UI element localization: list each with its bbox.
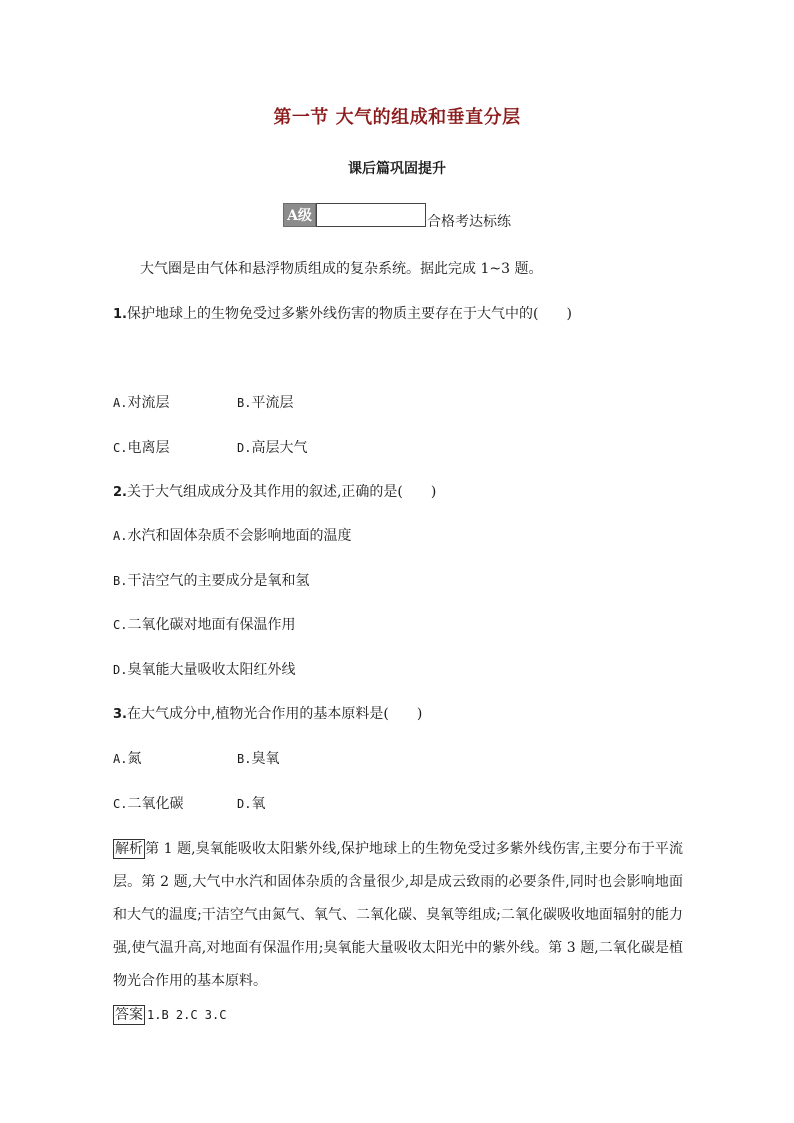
option-letter: D. [113, 663, 128, 677]
option-text: 臭氧能大量吸收太阳红外线 [127, 662, 296, 678]
option-text: 氧 [251, 796, 266, 812]
option-text: 臭氧 [251, 751, 280, 767]
level-header [283, 201, 511, 230]
option-text: 二氧化碳对地面有保温作用 [127, 617, 296, 633]
option-letter: D. [237, 797, 252, 811]
option-3b [237, 748, 279, 768]
option-text: 平流层 [251, 395, 294, 411]
answer-value: 1.B 2.C 3.C [147, 1008, 227, 1022]
analysis-tag: 解析 [115, 841, 143, 857]
option-letter: B. [237, 396, 252, 410]
option-text: 对流层 [127, 395, 170, 411]
option-3c [113, 793, 183, 813]
option-text: 氮 [127, 751, 142, 767]
analysis-text: 第 1 题,臭氧能吸收太阳紫外线,保护地球上的生物免受过多紫外线伤害,主要分布于平流层。第 2 题,大气中水汽和固体杂质的含量很少,却是成云致雨的必要条件,同时也会影响地面和大气的温度;干洁空气由氮气、氧气、二氧化碳、臭氧等组成;二氧化碳吸收地面辐射的能力强,使气温升高,对地面有保温作用;臭氧能大量吸收太阳光中的紫外线。第 3 题,二氧化碳是植物光合作用的基本原料。 [113, 841, 683, 989]
option-letter: C. [113, 441, 128, 455]
option-1a [113, 392, 169, 412]
option-2c [113, 614, 295, 634]
level-label: 合格考达标练 [427, 214, 511, 230]
question-1 [113, 303, 572, 323]
option-letter: A. [113, 529, 128, 543]
option-text: 水汽和固体杂质不会影响地面的温度 [127, 528, 352, 544]
question-2 [113, 481, 436, 501]
option-letter: C. [113, 618, 128, 632]
option-letter: D. [237, 441, 252, 455]
answer-tag: 答案 [115, 1007, 143, 1023]
option-2d [113, 659, 295, 679]
option-1d [237, 437, 307, 457]
option-text: 干洁空气的主要成分是氧和氢 [127, 573, 310, 589]
level-blank-box [316, 203, 426, 227]
level-badge: A级 [283, 203, 316, 227]
option-1c [113, 437, 169, 457]
analysis-block [113, 833, 683, 998]
question-number: 1. [113, 307, 127, 322]
question-3 [113, 703, 422, 723]
question-text: 关于大气组成成分及其作用的叙述,正确的是( ) [126, 484, 437, 500]
section-subtitle: 课后篇巩固提升 [348, 161, 446, 177]
page-title: 第一节 大气的组成和垂直分层 [273, 107, 521, 128]
option-1b [237, 392, 293, 412]
intro-text: 大气圈是由气体和悬浮物质组成的复杂系统。据此完成 1~3 题。 [140, 261, 543, 277]
question-text: 在大气成分中,植物光合作用的基本原料是( ) [126, 706, 423, 722]
option-2a [113, 525, 351, 545]
option-2b [113, 570, 309, 590]
option-text: 电离层 [127, 440, 170, 456]
option-text: 二氧化碳 [127, 796, 184, 812]
question-text: 保护地球上的生物免受过多紫外线伤害的物质主要存在于大气中的( ) [126, 306, 572, 322]
option-letter: A. [113, 752, 128, 766]
option-letter: C. [113, 797, 128, 811]
option-text: 高层大气 [251, 440, 308, 456]
option-3a [113, 748, 141, 768]
question-number: 3. [113, 707, 127, 722]
question-number: 2. [113, 485, 127, 500]
answer-block [113, 1005, 226, 1025]
option-letter: B. [113, 574, 128, 588]
option-letter: A. [113, 396, 128, 410]
option-3d [237, 793, 265, 813]
option-letter: B. [237, 752, 252, 766]
